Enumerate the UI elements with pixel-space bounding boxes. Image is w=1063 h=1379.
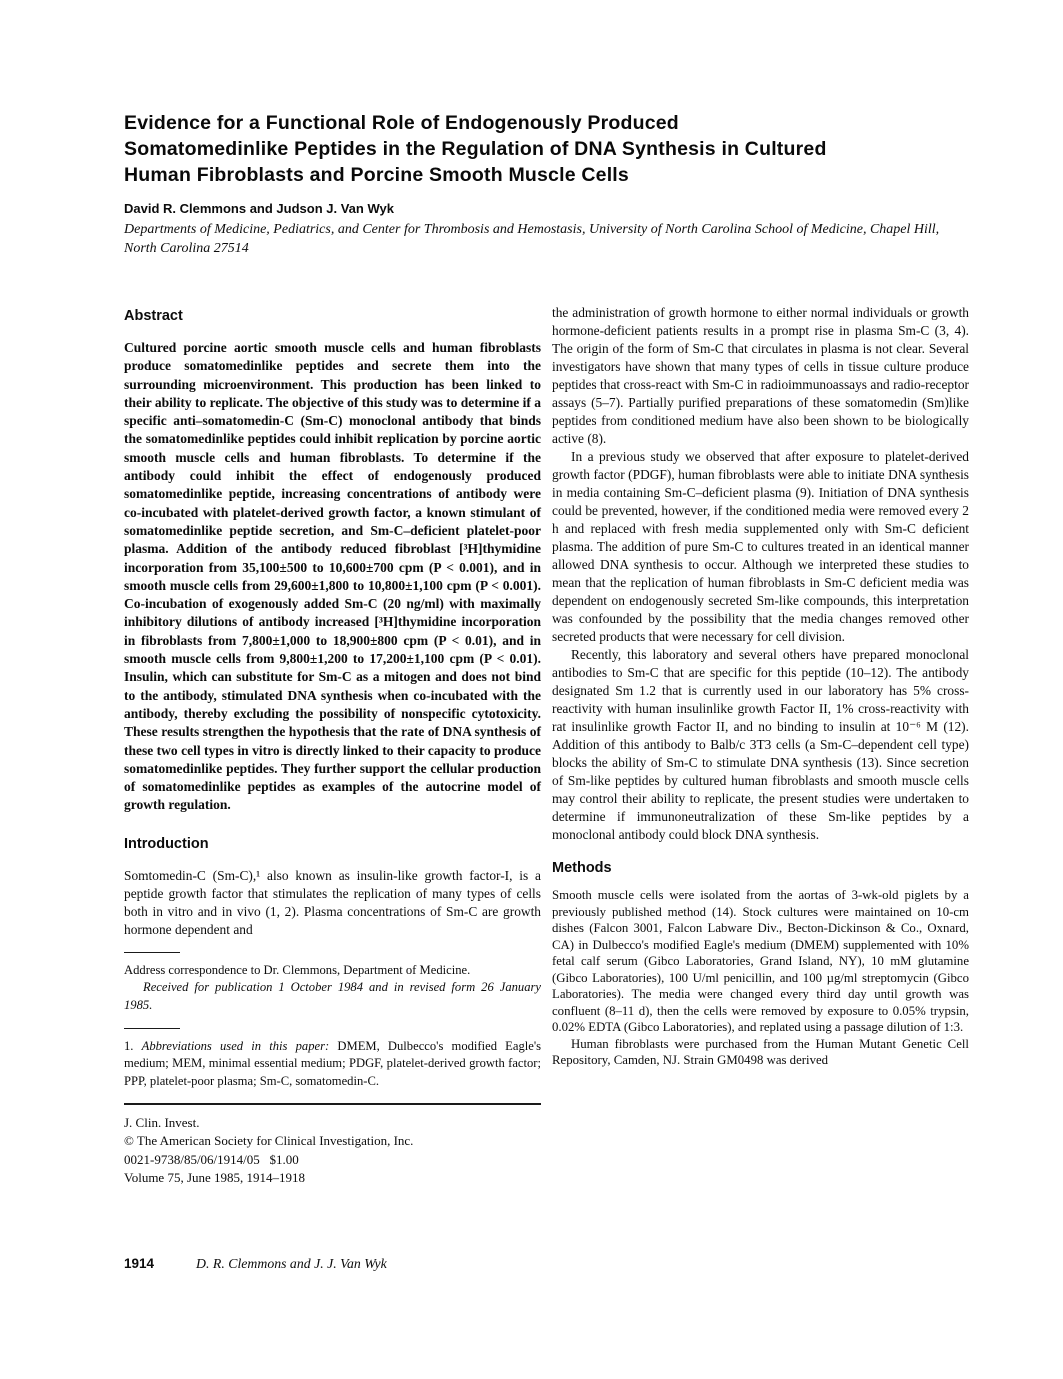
volume-line: Volume 75, June 1985, 1914–1918 — [124, 1169, 306, 1185]
issn-price-line: 0021-9738/85/06/1914/05 $1.00 — [124, 1151, 299, 1167]
paper-header — [124, 110, 972, 258]
received-note: Received for publication 1 October 1984 and in revised form 26 January 1985. — [124, 980, 541, 1012]
title-line-2: Somatomedinlike Peptides in the Regulation of DNA Synthesis in Cultured — [124, 138, 827, 160]
title-line-1: Evidence for a Functional Role of Endogenously Produced — [124, 112, 679, 134]
page-footer — [124, 1255, 387, 1273]
right-column — [552, 304, 969, 1069]
page-number: 1914 — [124, 1256, 155, 1271]
paper-title — [124, 110, 972, 188]
methods-heading: Methods — [552, 860, 612, 876]
journal-name: J. Clin. Invest. — [124, 1115, 200, 1131]
copyright-line: © The American Society for Clinical Investigation, Inc. — [124, 1133, 414, 1149]
abstract-body: Cultured porcine aortic smooth muscle cells and human fibroblasts produce somatomedinlike peptides and secrete them into the surrounding microenvironment. This production has been linked to their ability to replicate. The objective of this study was to determine if a specific anti–somatomedin-C (Sm-C) monoclonal antibody that binds the somatomedinlike peptides could inhibit replication by porcine aortic smooth muscle cells and human fibroblasts. To determine if the antibody could inhibit the effect of endogenously produced somatomedinlike peptide, increasing concentrations of antibody were co-incubated with platelet-derived growth factor, a known stimulant of somatomedinlike peptide secretion, and Sm-C–deficient platelet-poor plasma. Addition of the antibody reduced fibroblast [³H]thymidine incorporation from 35,100±500 to 10,600±700 cpm (P < 0.001), and in smooth muscle cells from 29,600±1,800 to 10,800±1,100 cpm (P < 0.001). Co-incubation of exogenously added Sm-C (20 ng/ml) with maximally inhibitory dilutions of antibody increased [³H]thymidine incorporation in fibroblasts from 7,800±1,000 to 18,900±800 cpm (P < 0.01), and in smooth muscle cells from 9,800±1,200 to 17,200±1,100 cpm (P < 0.01). Insulin, which can substitute for Sm-C as a mitogen and does not bind to the antibody, stimulated DNA synthesis when co-incubated with the antibody, thereby excluding the possibility of nonspecific cytotoxicity. These results strengthen the hypothesis that the rate of DNA synthesis of these two cell types in vitro is directly linked to their capacity to produce somatomedinlike peptides. They further support the cellular production of somatomedinlike peptides as examples of the autocrine model of growth regulation. — [124, 340, 541, 813]
methods-paragraph-2: Human fibroblasts were purchased from the Human Mutant Genetic Cell Repository, Camden, NJ. Strain GM0498 was derived — [552, 1036, 969, 1067]
methods-paragraph-1: Smooth muscle cells were isolated from the aortas of 3-wk-old piglets by a previously published method (14). Stock cultures were maintained on 10-cm dishes (Falcon 3001, Falcon Labware Div., Becton-Dickinson & Co., Oxnard, CA) in Dulbecco's modified Eagle's medium (DMEM) supplemented with 10% fetal calf serum (Gibco Laboratories, Grand Island, NY), 10 mM glutamine (Gibco Laboratories), 100 U/ml penicillin, and 100 µg/ml streptomycin (Gibco Laboratories). The media were changed every third day until growth was confluent (8–11 d), then the cells were removed by exposure to 0.05% trypsin, 0.02% EDTA (Gibco Laboratories), and replated using a passage dilution of 1:3. — [552, 888, 969, 1034]
abbreviations-list: DMEM, Dulbecco's modified Eagle's medium; MEM, minimal essential medium; PDGF, platelet-derived growth factor; PPP, platelet-poor plasma; Sm-C, somatomedin-C. — [124, 1038, 542, 1088]
journal-imprint — [124, 1114, 541, 1187]
abstract-heading: Abstract — [124, 308, 183, 324]
intro-continued-paragraph-2: In a previous study we observed that after exposure to platelet-derived growth factor (PDGF), human fibroblasts were able to initiate DNA synthesis in media containing Sm-C–deficient plasma (9). Initiation of DNA synthesis could be prevented, however, if the conditioned media were removed every 2 h and replaced with fresh media supplemented only with Sm-C deficient plasma. The addition of pure Sm-C to cultures treated in an identical manner allowed DNA synthesis to occur. Although we interpreted these studies to mean that the replication of human fibroblasts in Sm-C deficient media was dependent on endogenously secreted Sm-like compounds, this interpretation was confounded by the possibility that the media changes removed other secreted products that were necessary for cell division. — [552, 449, 969, 644]
intro-continued-paragraph-3: Recently, this laboratory and several others have prepared monoclonal antibodies to Sm-C that are specific for this peptide (10–12). The antibody designated Sm 1.2 that is currently used in our laboratory has 5% cross-reactivity with human insulinlike growth Factor II, 1% cross-reactivity with rat insulinlike growth Factor II, and no binding to insulin at 10⁻⁶ M (12). Addition of this antibody to Balb/c 3T3 cells (a Sm-C–dependent cell type) blocks the ability of Sm-C to stimulate DNA synthesis (13). Since secretion of Sm-like peptides by cultured human fibroblasts and smooth muscle cells may control their ability to replicate, the present studies were undertaken to determine if immunoneutralization of these Sm-like peptides by a monoclonal antibody could block DNA synthesis. — [552, 647, 969, 842]
correspondence-note: Address correspondence to Dr. Clemmons, Department of Medicine. — [124, 962, 471, 977]
affiliation: Departments of Medicine, Pediatrics, and Center for Thrombosis and Hemostasis, University of North Carolina School of Medicine, Chapel Hill, North Carolina 27514 — [124, 222, 940, 256]
introduction-paragraph: Somtomedin-C (Sm-C),¹ also known as insulin-like growth factor-I, is a peptide growth factor that stimulates the replication of many types of cells both in vitro and in vivo (1, 2). Plasma concentrations of Sm-C are growth hormone dependent and — [124, 867, 541, 937]
introduction-heading: Introduction — [124, 835, 209, 852]
abbreviations-number: 1. — [124, 1038, 142, 1053]
abbreviations-label: Abbreviations used in this paper: — [141, 1038, 330, 1053]
imprint-rule — [124, 1103, 541, 1105]
left-column — [124, 308, 541, 1187]
footnote-separator-rule — [124, 952, 180, 953]
title-line-3: Human Fibroblasts and Porcine Smooth Muscle Cells — [124, 164, 629, 186]
intro-continued-paragraph-1: the administration of growth hormone to either normal individuals or growth hormone-deficient patients results in a prompt rise in plasma Sm-C (3, 4). The origin of the form of Sm-C that circulates in plasma is not clear. Several investigators have shown that many types of cells in tissue culture produce peptides that cross-react with Sm-C in radioimmunoassays and radio-receptor assays (5–7). Partially purified preparations of these somatomedin (Sm)like peptides from conditioned medium have also been shown to be biologically active (8). — [552, 305, 969, 446]
abbreviations-separator-rule — [124, 1028, 180, 1029]
author-byline: David R. Clemmons and Judson J. Van Wyk — [124, 201, 394, 216]
abbreviations-note — [124, 1038, 541, 1091]
running-title: D. R. Clemmons and J. J. Van Wyk — [196, 1256, 387, 1271]
